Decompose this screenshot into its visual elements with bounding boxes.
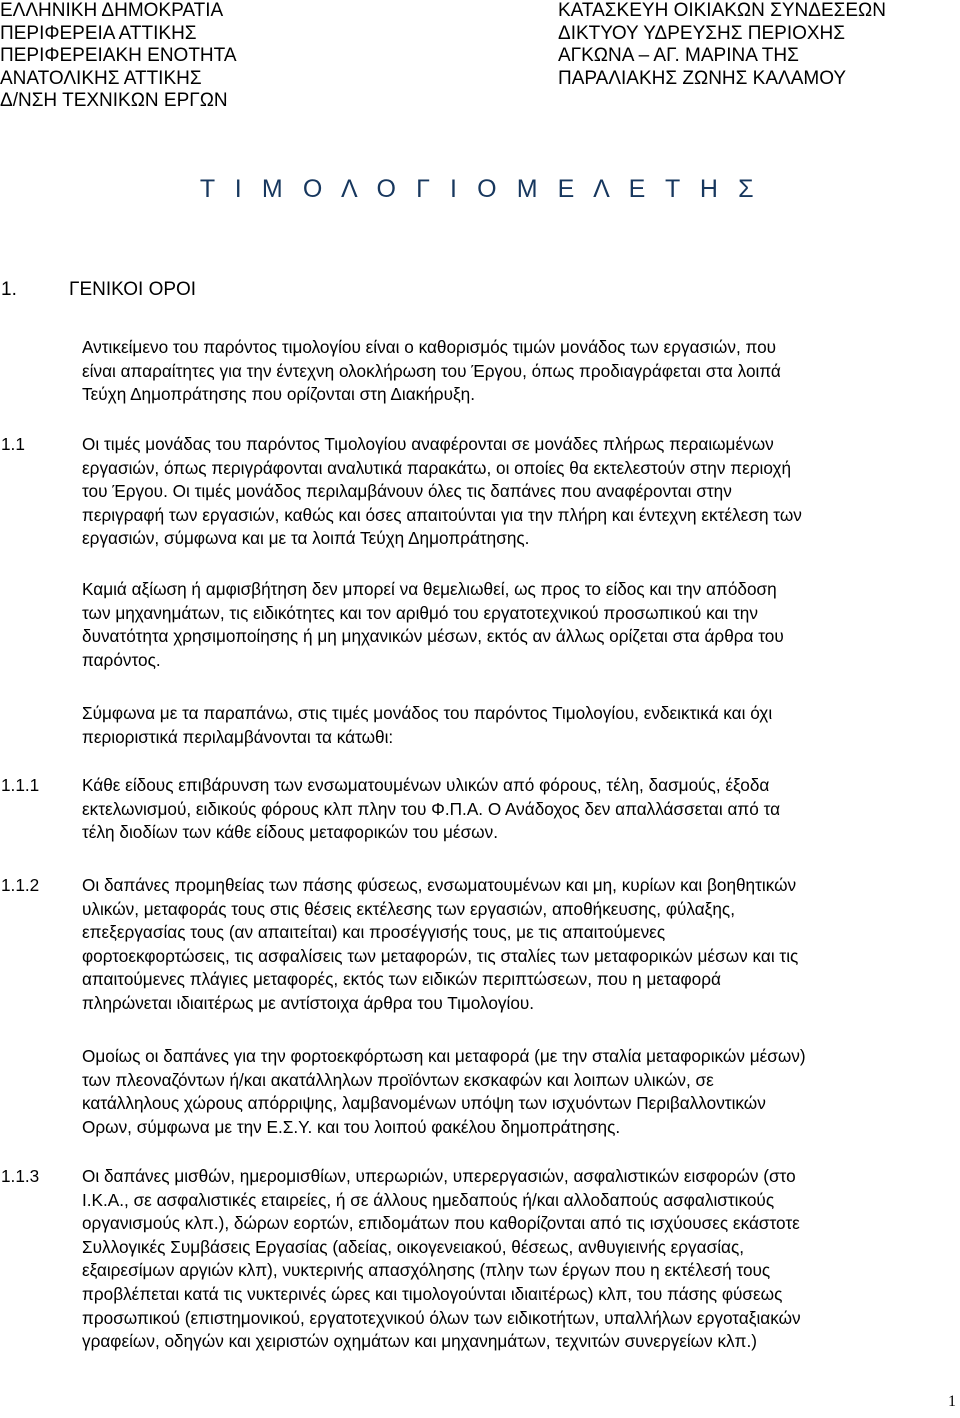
text-line: είναι απαραίτητες για την έντεχνη ολοκλήρωση του Έργου, όπως προδιαγράφεται στα λοιπά: [82, 360, 781, 381]
clause-number: 1.1.2: [1, 875, 40, 895]
text-line: των μηχανημάτων, τις ειδικότητες και τον αριθμό του εργατοτεχνικού προσωπικού και την: [82, 602, 758, 623]
clause-1-1-1-paragraph: [82, 774, 960, 845]
text-line: Ομοίως οι δαπάνες για την φορτοεκφόρτωση και μεταφορά (με την σταλία μεταφορικών μέσων): [82, 1046, 806, 1066]
text-line: περιοριστικά περιλαμβάνονται τα κάτωθι:: [82, 726, 394, 747]
issuer-header: [0, 0, 237, 113]
text-line: κατάλληλους χώρους απόρριψης, λαμβανομένων υπόψη των ισχυόντων Περιβαλλοντικών: [82, 1093, 766, 1114]
issuer-line: ΠΕΡΙΦΕΡΕΙΑΚΗ ΕΝΟΤΗΤΑ: [0, 45, 237, 66]
text-line: δυνατότητα χρησιμοποίησης ή μη μηχανικών μέσων, εκτός αν άλλως ορίζεται στα άρθρα του: [82, 626, 784, 647]
text-line: εργασιών, όπως περιγράφονται αναλυτικά παρακάτω, οι οποίες θα εκτελεστούν στην περιοχή: [82, 457, 792, 478]
text-line: Καμιά αξίωση ή αμφισβήτηση δεν μπορεί να θεμελιωθεί, ως προς το είδος και την απόδοση: [82, 579, 777, 599]
text-line: προβλέπεται κατά τις νυκτερινές ώρες και τιμολογούνται ιδιαιτέρως) κλπ, του πάσης φύσεως: [82, 1283, 783, 1304]
clause-number: 1.1.1: [1, 775, 40, 795]
text-line: Ορων, σύμφωνα με την Ε.Σ.Υ. και του λοιπού φακέλου δημοπράτησης.: [82, 1116, 621, 1137]
issuer-line: ΑΝΑΤΟΛΙΚΗΣ ΑΤΤΙΚΗΣ: [0, 67, 202, 89]
text-line: υλικών, μεταφοράς τους στις θέσεις εκτέλεσης των εργασιών, αποθήκευσης, φύλαξης,: [82, 898, 735, 919]
text-line: εξαιρεσίμων αργιών κλπ), νυκτερινής απασχόλησης (πλην των έργων που η εκτέλεσή τους: [82, 1260, 771, 1281]
clause-number: 1.1.3: [1, 1166, 40, 1186]
issuer-line: ΠΕΡΙΦΕΡΕΙΑ ΑΤΤΙΚΗΣ: [0, 22, 197, 44]
text-line: Συλλογικές Συμβάσεις Εργασίας (αδείας, οικογενειακού, θέσεως, ανθυγιεινής εργασίας,: [82, 1236, 745, 1257]
section-title: ΓΕΝΙΚΟΙ ΟΡΟΙ: [69, 279, 197, 300]
text-line: γραφείων, οδηγών και χειριστών οχημάτων και μηχανημάτων, τεχνιτών συνεργείων κλπ.): [82, 1331, 758, 1352]
text-line: εργασιών, σύμφωνα και με τα λοιπά Τεύχη Δημοπράτησης.: [82, 528, 530, 549]
text-line: εκτελωνισμού, ειδικούς φόρους κλπ πλην του Φ.Π.Α. Ο Ανάδοχος δεν απαλλάσσεται από τα: [82, 798, 781, 819]
text-line: τέλη διοδίων των κάθε είδους μεταφορικών του μέσων.: [82, 822, 498, 843]
text-line: απαιτούμενες πλάγιες μεταφορές, εκτός των ειδικών περιπτώσεων, που η μεταφορά: [82, 969, 721, 990]
clause-1-1-3-paragraph: [82, 1165, 960, 1354]
project-header: [558, 0, 886, 90]
text-line: Αντικείμενο του παρόντος τιμολογίου είναι ο καθορισμός τιμών μονάδος των εργασιών, που: [82, 337, 777, 357]
accordingly-paragraph: [82, 702, 960, 749]
text-line: φορτοεκφορτώσεις, τις ασφαλίσεις των μεταφορών, τις σταλίες των μεταφορικών μέσων και τις: [82, 945, 799, 966]
project-line: ΚΑΤΑΣΚΕΥΗ ΟΙΚΙΑΚΩΝ ΣΥΝΔΕΣΕΩΝ: [558, 0, 886, 21]
text-line: Οι δαπάνες προμηθείας των πάσης φύσεως, ενσωματουμένων και μη, κυρίων και βοηθητικών: [82, 875, 797, 895]
project-line: ΔΙΚΤΥΟΥ ΥΔΡΕΥΣΗΣ ΠΕΡΙΟΧΗΣ: [558, 22, 846, 44]
issuer-line: Δ/ΝΣΗ ΤΕΧΝΙΚΩΝ ΕΡΓΩΝ: [0, 90, 228, 111]
text-line: πληρώνεται ιδιαιτέρως με αντίστοιχα άρθρα του Τιμολογίου.: [82, 992, 535, 1013]
document-title: Τ Ι Μ Ο Λ Ο Γ Ι Ο Μ Ε Λ Ε Τ Η Σ: [199, 175, 761, 203]
claims-paragraph: [82, 578, 960, 672]
clause-1-1-paragraph: [82, 433, 960, 551]
text-line: Τεύχη Δημοπράτησης που ορίζονται στη Διακήρυξη.: [82, 384, 476, 405]
text-line: επεξεργασίας τους (αν απαιτείται) και προσέγγισής τους, με τις απαιτούμενες: [82, 922, 666, 943]
text-line: παρόντος.: [82, 649, 161, 670]
text-line: οργανισμούς κλπ.), δώρων εορτών, επιδομάτων που καθορίζονται από τις ισχύουσες εκάστοτε: [82, 1213, 800, 1234]
text-line: Σύμφωνα με τα παραπάνω, στις τιμές μονάδος του παρόντος Τιμολογίου, ενδεικτικά και όχι: [82, 703, 773, 723]
page-number: 1: [948, 1393, 956, 1410]
text-line: του Έργου. Οι τιμές μονάδος περιλαμβάνουν όλες τις δαπάνες που αναφέρονται στην: [82, 481, 732, 502]
text-line: Ι.Κ.Α., σε ασφαλιστικές εταιρείες, ή σε άλλους ημεδαπούς ή/και αλλοδαπούς ασφαλιστικούς: [82, 1189, 775, 1210]
text-line: των πλεοναζόντων ή/και ακατάλληλων προϊόντων εκσκαφών και λοιπων υλικών, σε: [82, 1069, 714, 1090]
clause-number: 1.1: [1, 434, 25, 454]
text-line: προσωπικού (επιστημονικού, εργατοτεχνικού όλων των ειδικοτήτων, υπαλλήλων εργοταξιακών: [82, 1307, 801, 1328]
intro-paragraph: [82, 336, 960, 407]
similarly-paragraph: [82, 1045, 960, 1139]
text-line: περιγραφή των εργασιών, καθώς και όσες απαιτούνται για την πλήρη και έντεχνη εκτέλεση των: [82, 504, 802, 525]
clause-1-1-2-paragraph: [82, 874, 960, 1016]
project-line: ΠΑΡΑΛΙΑΚΗΣ ΖΩΝΗΣ ΚΑΛΑΜΟΥ: [558, 67, 847, 89]
section-number: 1.: [1, 279, 17, 300]
text-line: Οι δαπάνες μισθών, ημερομισθίων, υπερωριών, υπερεργασιών, ασφαλιστικών εισφορών (στο: [82, 1166, 796, 1186]
text-line: Οι τιμές μονάδας του παρόντος Τιμολογίου αναφέρονται σε μονάδες πλήρως περαιωμένων: [82, 434, 774, 454]
issuer-line: ΕΛΛΗΝΙΚΗ ΔΗΜΟΚΡΑΤΙΑ: [0, 0, 224, 21]
project-line: ΑΓΚΩΝΑ – ΑΓ. ΜΑΡΙΝΑ ΤΗΣ: [558, 45, 799, 66]
text-line: Κάθε είδους επιβάρυνση των ενσωματουμένων υλικών από φόρους, τέλη, δασμούς, έξοδα: [82, 775, 770, 795]
